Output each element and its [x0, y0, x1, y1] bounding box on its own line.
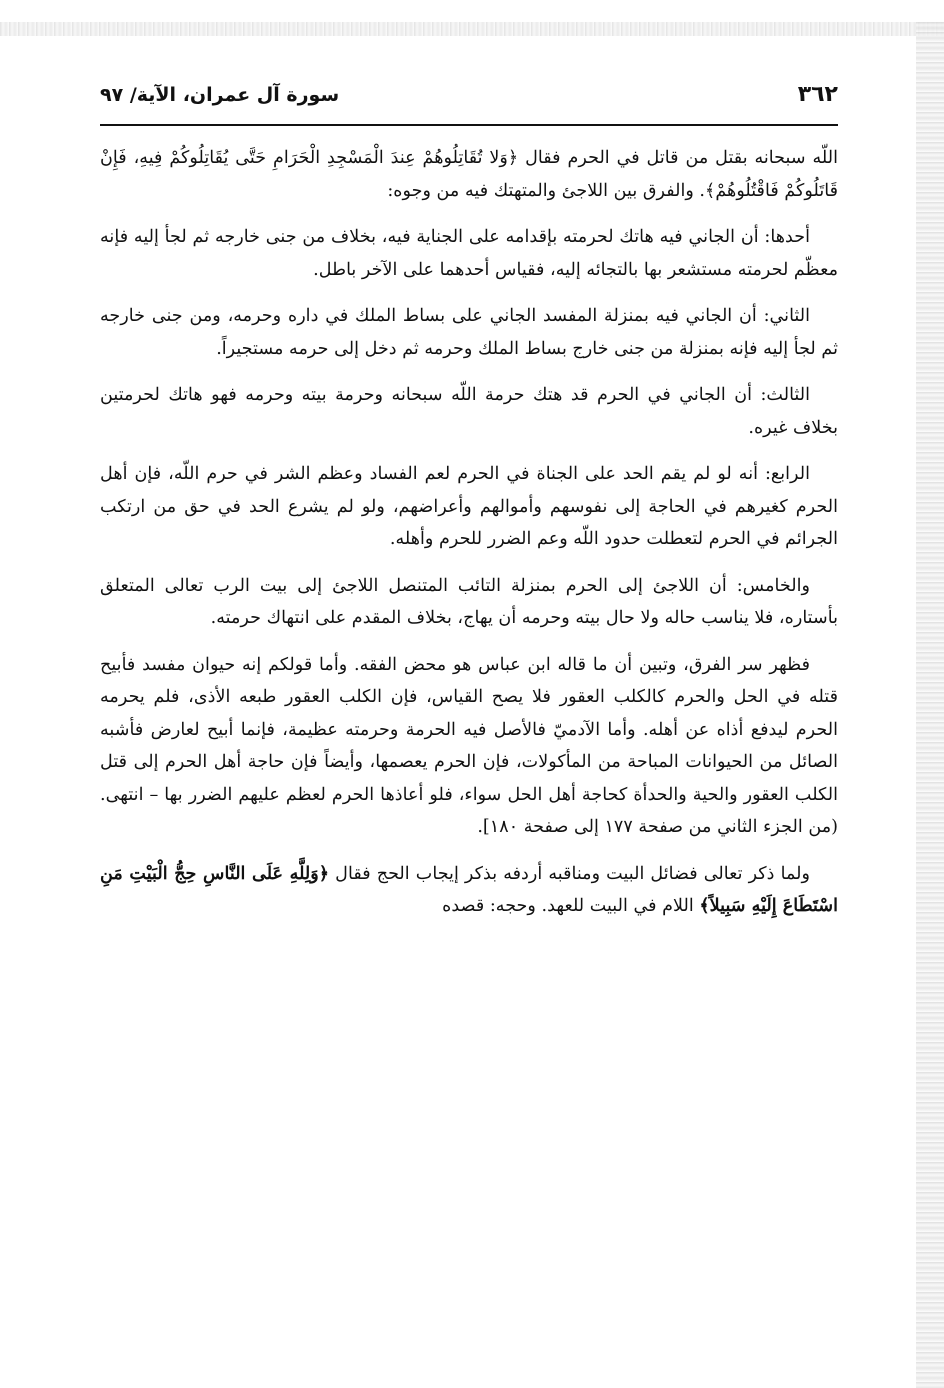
paragraph-7: فظهر سر الفرق، وتبين أن ما قاله ابن عباس هو محض الفقه. وأما قولكم إنه حيوان مفسد فأبيح قتله في الحل والحرم كالكلب العقور فلا يصح القياس، فإن الكلب العقور طبعه الأذى، فلم يحرمه الحرم ليدفع أذاه عن أهله. وأما الآدميّ فالأصل فيه الحرمة وحرمته عظيمة، فإنما أبيح لعارض فأشبه الصائل من الحيوانات المباحة من المأكولات، فإن الحرم يعصمها، وأيضاً فإن حاجة أهل الحرم إلى قتل الكلب العقور والحية والحدأة كحاجة أهل الحل سواء، فلو أعاذها الحرم لعظم عليهم الضرر بها – انتهى. (من الجزء الثاني من صفحة ١٧٧ إلى صفحة ١٨٠].: [100, 654, 838, 837]
page-body: [100, 142, 838, 937]
paragraph-6: والخامس: أن اللاجئ إلى الحرم بمنزلة التائب المتنصل اللاجئ إلى بيت الرب تعالى المتعلق بأستاره، فلا يناسب حاله ولا حال بيته وحرمه أن يهاج، بخلاف المقدم على انتهاك حرمته.: [100, 575, 838, 628]
paragraph-1-text-b: . والفرق بين اللاجئ والمتهتك فيه من وجوه:: [387, 180, 706, 201]
scan-edge-top: [0, 22, 944, 36]
scan-edge-right: [916, 22, 944, 1388]
page-header: [100, 82, 838, 118]
paragraph-8-text-a: ولما ذكر تعالى فضائل البيت ومناقبه أردفه بذكر إيجاب الحج فقال: [329, 863, 810, 884]
quran-verse: ﴿وَلا تُقَاتِلُوهُمْ عِندَ الْمَسْجِدِ الْحَرَامِ حَتَّى يُقَاتِلُوكُمْ فِيهِ، فَإِنْ قَاتَلُوكُمْ فَاقْتُلُوهُمْ﴾: [100, 148, 838, 201]
running-title: سورة آل عمران، الآية/ ٩٧: [100, 84, 340, 106]
paragraph-4: الثالث: أن الجاني في الحرم قد هتك حرمة اللّه سبحانه وحرمة بيته وحرمه فهو هاتك لحرمتين بخلاف غيره.: [100, 385, 838, 438]
page-number: ٣٦٢: [797, 82, 838, 107]
paragraph-3: الثاني: أن الجاني فيه بمنزلة المفسد الجاني على بساط الملك في داره وحرمه، ومن جنى خارجه ثم لجأ إليه فإنه بمنزلة من جنى خارج بساط الملك وحرمه ثم دخل إلى حرمه مستجيراً.: [100, 306, 838, 359]
paragraph-8-text-b: اللام في البيت للعهد. وحجه: قصده: [442, 896, 700, 916]
quran-verse: ﴿وَلِلَّهِ عَلَى النَّاسِ حِجُّ الْبَيْتِ مَنِ اسْتَطَاعَ إِلَيْهِ سَبِيلاً﴾: [100, 862, 838, 916]
paragraph-1: [100, 142, 838, 207]
paragraph-8: [100, 858, 838, 923]
paragraph-5: الرابع: أنه لو لم يقم الحد على الجناة في الحرم لعم الفساد وعظم الشر في حرم اللّه، فإن أهل الحرم كغيرهم في الحاجة إلى نفوسهم وأموالهم وأعراضهم، ولو لم يشرع الحد في حق من ارتكب الجرائم في الحرم لتعطلت حدود اللّه وعم الضرر للحرم وأهله.: [100, 464, 838, 549]
paragraph-2: أحدها: أن الجاني فيه هاتك لحرمته بإقدامه على الجناية فيه، بخلاف من جنى خارجه ثم لجأ إليه فإنه معظّم لحرمته مستشعر بها بالتجائه إليه، فقياس أحدهما على الآخر باطل.: [100, 227, 838, 280]
paragraph-1-text-a: اللّه سبحانه بقتل من قاتل في الحرم فقال: [518, 148, 838, 168]
header-rule: [100, 124, 838, 126]
